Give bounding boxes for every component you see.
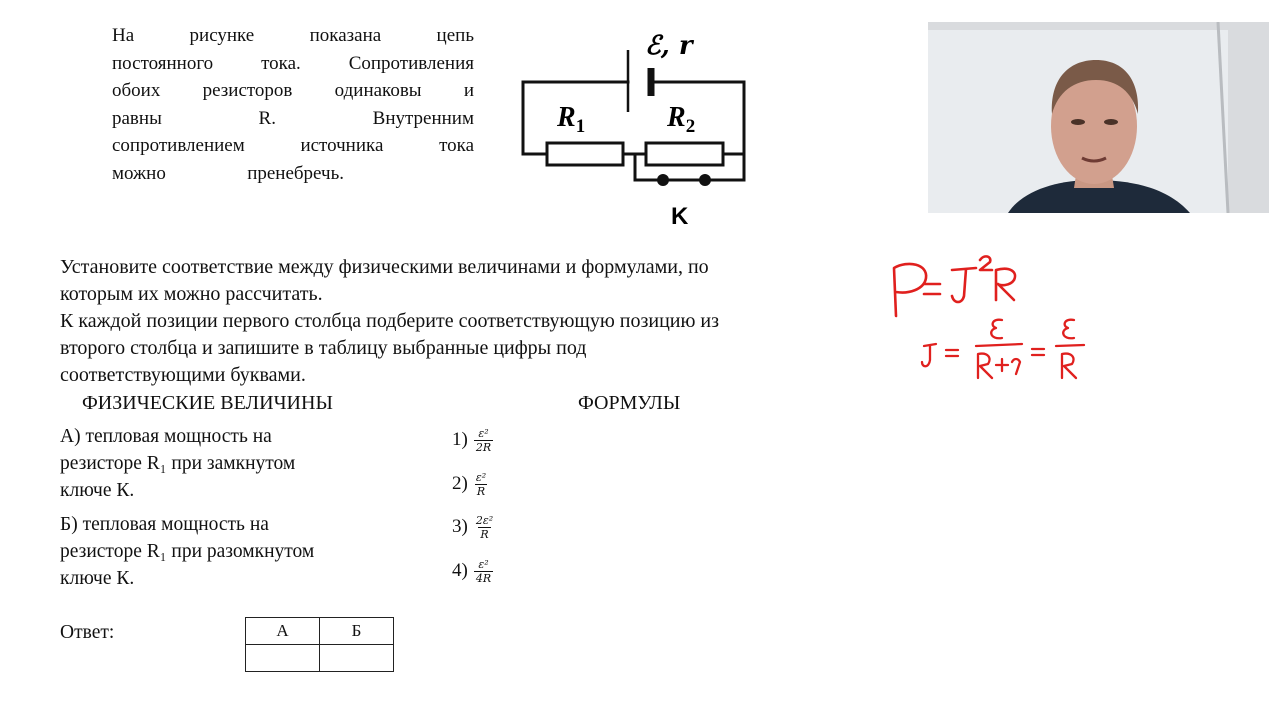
task-line: Установите соответствие между физическими величинами и формулами, по (60, 256, 709, 278)
formula-number: 1) (452, 429, 468, 450)
webcam-video (928, 22, 1269, 213)
formula-denominator: R (480, 527, 489, 541)
r2-label: $R_2$ (667, 102, 696, 137)
formula-number: 3) (452, 516, 468, 537)
intro-line: равны R. Внутренним (112, 107, 474, 129)
handwritten-epsilon (1063, 320, 1074, 339)
handwritten-denominator-r-plus-r (978, 354, 1020, 378)
task-line: соответствующими буквами. (60, 364, 306, 386)
handwritten-epsilon (991, 320, 1002, 339)
intro-line: постоянного тока. Сопротивления (112, 52, 474, 74)
intro-line: можно пренебречь. (112, 162, 344, 184)
r1-label: $R_1$ (557, 102, 586, 137)
formula-2 (452, 462, 488, 506)
handwritten-equals (924, 284, 940, 294)
presenter-eye (1071, 119, 1085, 125)
quantity-b (60, 511, 390, 592)
handwritten-symbol-r (996, 269, 1015, 300)
formula-number: 2) (452, 473, 468, 494)
r2-subscript: 2 (685, 116, 696, 137)
key-contact (699, 174, 711, 186)
handwritten-symbol-p (894, 264, 926, 316)
formula-denominator: 2R (475, 440, 492, 454)
formula-denominator: 4R (475, 571, 492, 585)
formula-numerator: 2ε² (475, 513, 494, 527)
quantity-line: А) тепловая мощность на (60, 426, 272, 447)
formula-1 (452, 418, 493, 462)
task-line: второго столбца и запишите в таблицу выбранные цифры под (60, 337, 587, 359)
quantity-line: резисторе R₁ при замкнутом (60, 453, 296, 474)
intro-line: На рисунке показана цепь (112, 25, 474, 46)
key-label: K (671, 203, 689, 230)
handwritten-fraction-bar (1056, 345, 1084, 346)
formula-4 (452, 549, 493, 593)
handwritten-notes (880, 250, 1120, 400)
r1-subscript: 1 (575, 116, 586, 137)
handwritten-fraction-bar (976, 344, 1022, 346)
quantity-line: Б) тепловая мощность на (60, 514, 269, 535)
task-instructions (60, 254, 860, 389)
formula-fraction (474, 427, 493, 454)
circuit-diagram (515, 28, 755, 233)
formula-denominator: R (476, 484, 486, 498)
quantity-line: ключе К. (60, 480, 135, 501)
webcam-frame (928, 22, 1269, 213)
formula-fraction (474, 471, 488, 498)
formula-fraction (474, 514, 495, 541)
task-line: К каждой позиции первого столбца подберите соответствующую позицию из (60, 310, 720, 332)
handwritten-superscript-2 (980, 256, 992, 270)
formula-3 (452, 505, 495, 549)
intro-line: обоих резисторов одинаковы и (112, 80, 474, 101)
formula-numerator: ε² (475, 470, 487, 484)
formula-numerator: ε² (478, 426, 489, 440)
quantity-a (60, 423, 390, 504)
problem-intro (112, 22, 474, 187)
resistor-r2 (646, 143, 723, 165)
answer-cell-b[interactable] (320, 645, 394, 672)
quantity-line: резисторе R₁ при разомкнутом (60, 541, 315, 562)
handwritten-equals (1032, 349, 1044, 355)
answer-label: Ответ: (60, 622, 115, 643)
intro-line: сопротивлением источника тока (112, 135, 474, 156)
formula-number: 4) (452, 560, 468, 581)
handwritten-symbol-j (952, 268, 976, 302)
presenter-eye (1104, 119, 1118, 125)
formulas-column-title: ФОРМУЛЫ (578, 392, 681, 414)
key-contact (657, 174, 669, 186)
answer-header-a: А (246, 618, 320, 645)
handwritten-equals (946, 350, 958, 356)
answer-header-b: Б (320, 618, 394, 645)
handwritten-denominator-r (1062, 354, 1076, 378)
formula-fraction (474, 558, 493, 585)
handwritten-symbol-j (922, 344, 936, 366)
answer-cell-a[interactable] (246, 645, 320, 672)
emf-label: ℰ, r (645, 31, 693, 61)
task-line: которым их можно рассчитать. (60, 283, 323, 305)
resistor-r1 (547, 143, 623, 165)
formula-numerator: ε² (478, 557, 489, 571)
answer-table (245, 617, 394, 672)
quantities-column-title: ФИЗИЧЕСКИЕ ВЕЛИЧИНЫ (82, 392, 333, 414)
quantity-line: ключе К. (60, 568, 135, 589)
